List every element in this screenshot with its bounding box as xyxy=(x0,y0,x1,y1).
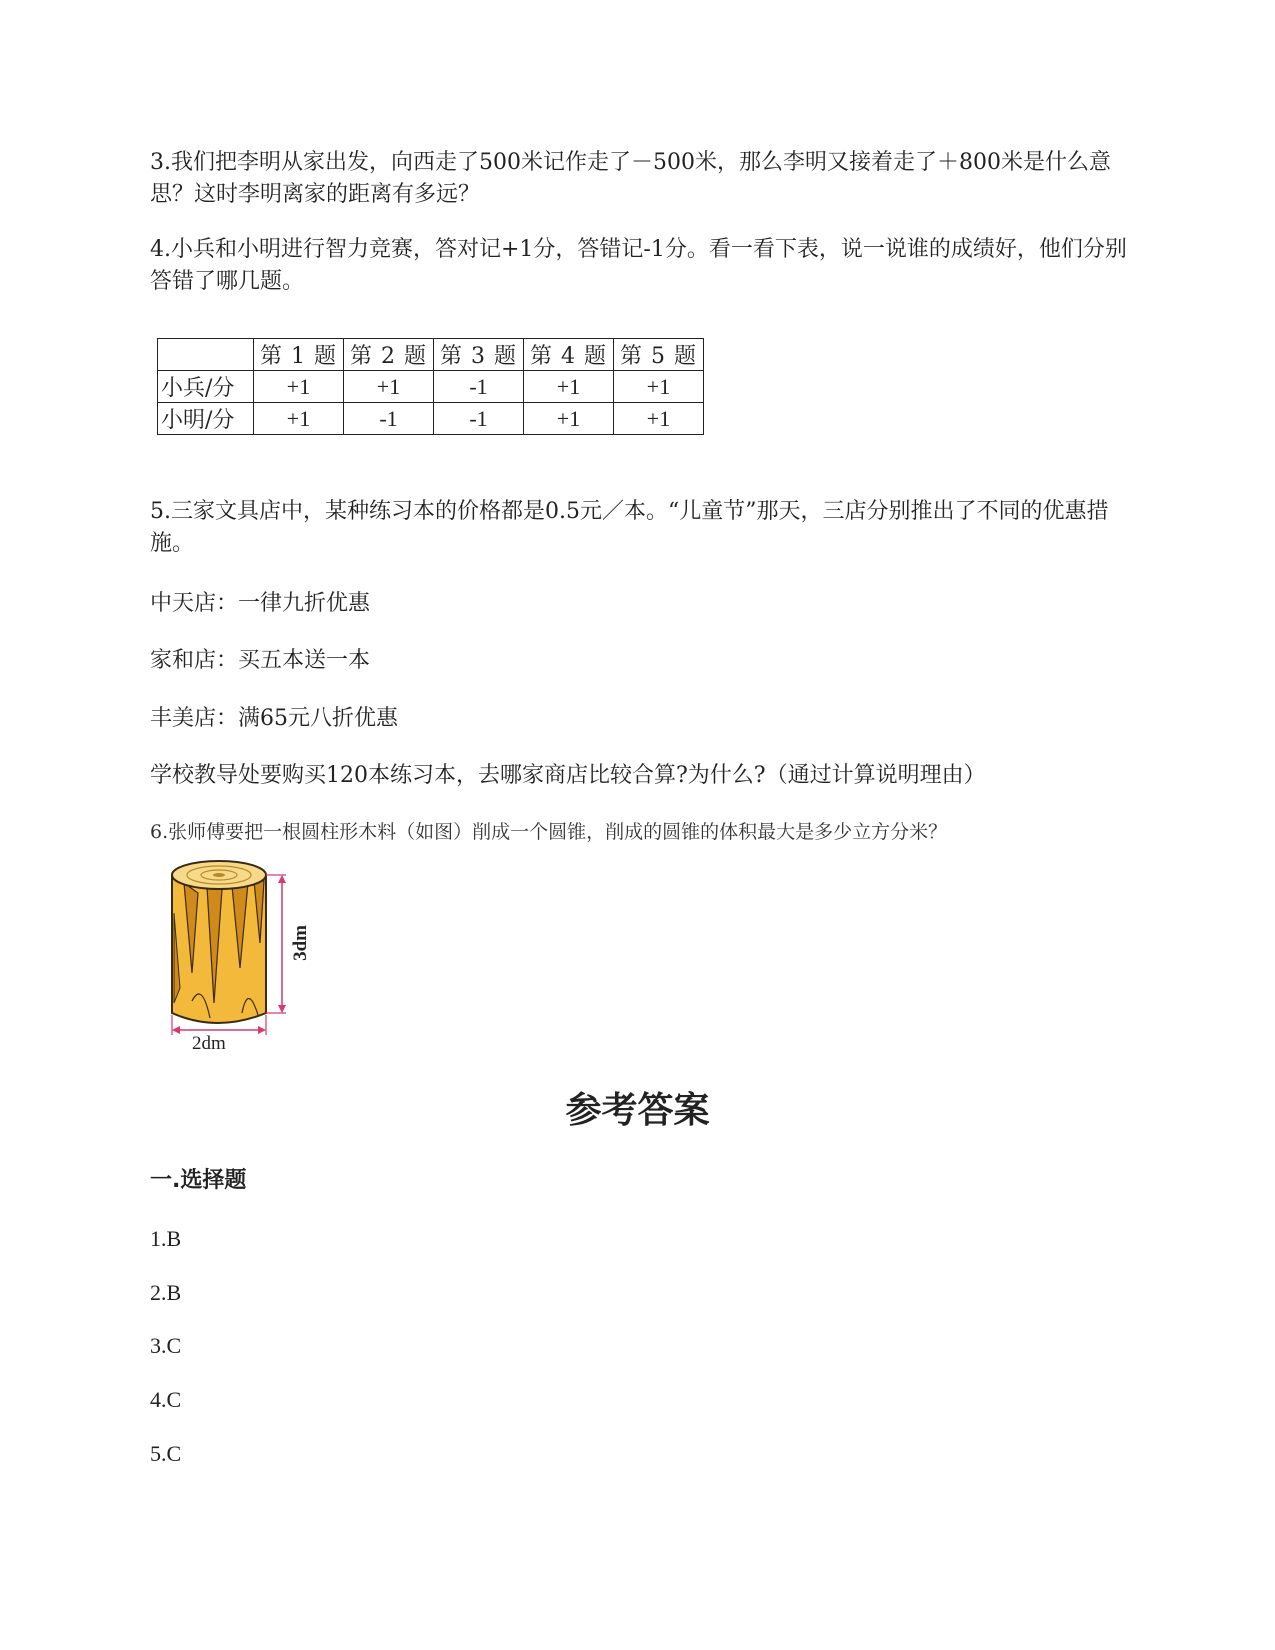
shop-option-2: 家和店：买五本送一本 xyxy=(150,648,371,673)
answer-item: 4.C xyxy=(150,1387,182,1412)
score-cell: -1 xyxy=(434,403,524,435)
question-5-ask: 学校教导处要购买120本练习本，去哪家商店比较合算?为什么?（通过计算说明理由） xyxy=(150,763,986,788)
question-5: 5.三家文具店中，某种练习本的价格都是0.5元／本。“儿童节”那天，三店分别推出了不同的优惠措施。 xyxy=(150,499,1109,556)
width-dimension-label: 2dm xyxy=(192,1033,226,1054)
question-6: 6.张师傅要把一根圆柱形木料（如图）削成一个圆锥，削成的圆锥的体积最大是多少立方分米？ xyxy=(150,821,948,843)
shop-option-3: 丰美店：满65元八折优惠 xyxy=(150,706,398,731)
row-header: 小明/分 xyxy=(158,403,254,435)
answer-item: 5.C xyxy=(150,1441,182,1466)
section-title: 一.选择题 xyxy=(150,1168,247,1193)
answer-item: 2.B xyxy=(150,1280,182,1305)
answer-item: 3.C xyxy=(150,1333,182,1358)
row-header: 小兵/分 xyxy=(158,371,254,403)
column-header: 第 4 题 xyxy=(524,339,614,371)
table-header-row xyxy=(158,339,704,371)
table-row xyxy=(158,371,704,403)
table-corner-cell xyxy=(158,339,254,371)
table-row xyxy=(158,403,704,435)
score-cell: +1 xyxy=(344,371,434,403)
cylinder-wood-figure xyxy=(162,853,312,1057)
score-cell: +1 xyxy=(524,371,614,403)
score-cell: +1 xyxy=(524,403,614,435)
score-cell: +1 xyxy=(614,371,704,403)
height-dimension-label: 3dm xyxy=(290,925,311,961)
question-4: 4.小兵和小明进行智力竞赛，答对记+1分，答错记-1分。看一看下表，说一说谁的成绩好，他们分别答错了哪几题。 xyxy=(150,237,1127,294)
column-header: 第 5 题 xyxy=(614,339,704,371)
score-cell: +1 xyxy=(254,371,344,403)
score-table xyxy=(157,338,704,435)
score-cell: -1 xyxy=(344,403,434,435)
score-cell: -1 xyxy=(434,371,524,403)
score-cell: +1 xyxy=(254,403,344,435)
column-header: 第 2 题 xyxy=(344,339,434,371)
column-header: 第 1 题 xyxy=(254,339,344,371)
shop-option-1: 中天店：一律九折优惠 xyxy=(150,591,371,616)
answer-item: 1.B xyxy=(150,1226,182,1251)
answer-title: 参考答案 xyxy=(565,1090,710,1131)
score-cell: +1 xyxy=(614,403,704,435)
column-header: 第 3 题 xyxy=(434,339,524,371)
question-3: 3.我们把李明从家出发，向西走了500米记作走了－500米，那么李明又接着走了＋800米是什么意思？这时李明离家的距离有多远？ xyxy=(150,150,1111,207)
